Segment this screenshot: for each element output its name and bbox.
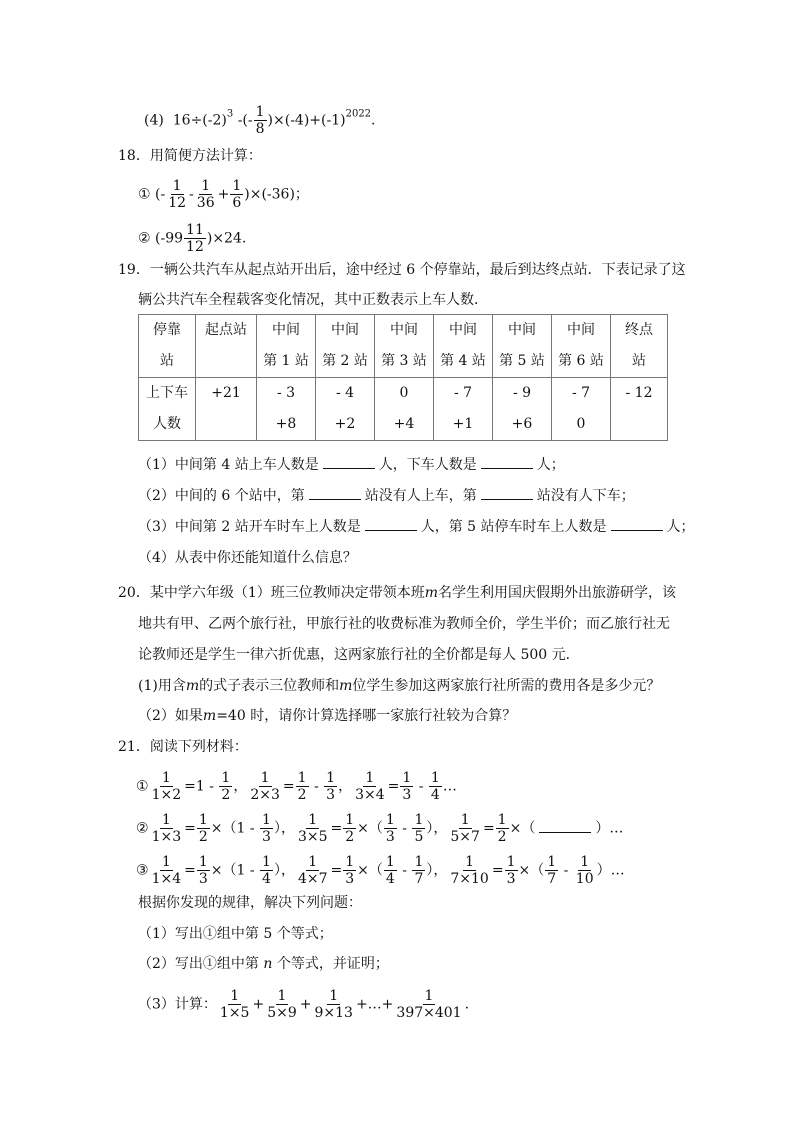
denominator: 2×3 xyxy=(250,787,280,803)
denominator: 6 xyxy=(232,195,242,211)
table-cell: 第 4 站 xyxy=(440,353,486,369)
numerator: 1 xyxy=(385,854,395,870)
table-cell: 站 xyxy=(160,353,174,369)
fraction xyxy=(429,770,442,803)
fraction xyxy=(260,812,273,845)
denominator: 4 xyxy=(430,787,440,803)
numerator: 1 xyxy=(497,812,507,828)
q18-part2 xyxy=(138,222,246,255)
table-cell: +8 xyxy=(275,416,297,432)
denominator: 397×401 xyxy=(396,1005,462,1021)
q20-line1 xyxy=(118,583,676,603)
denominator: 3 xyxy=(326,787,336,803)
fraction xyxy=(184,222,206,255)
variable: m xyxy=(424,585,439,601)
table-cell: - 9 xyxy=(512,385,532,401)
q19-sub1 xyxy=(138,454,565,475)
numerator: 1 xyxy=(547,854,557,870)
fraction xyxy=(496,812,509,845)
denominator: 8 xyxy=(255,121,265,137)
fraction xyxy=(384,812,397,845)
numerator: 1 xyxy=(198,812,208,828)
numerator: 1 xyxy=(308,854,318,870)
fraction xyxy=(230,178,243,211)
q19-sub3 xyxy=(138,516,695,537)
q20-line3: 论教师还是学生一律六折优惠，这两家旅行社的全价都是每人 500 元． xyxy=(138,647,580,663)
expr-part: =1 - xyxy=(184,778,219,795)
ellipsis: … xyxy=(610,862,625,879)
denominator: 10 xyxy=(575,871,594,887)
numerator: 1 xyxy=(308,812,318,828)
q17-4-line xyxy=(144,104,376,137)
question-text: （2）写出①组中第 xyxy=(138,956,259,972)
denominator: 5×7 xyxy=(450,829,480,845)
numerator: 1 xyxy=(414,854,424,870)
fraction xyxy=(197,812,210,845)
numerator: 1 xyxy=(506,854,516,870)
table-cell: 第 1 站 xyxy=(263,353,309,369)
denominator: 7×10 xyxy=(450,871,489,887)
numerator: 1 xyxy=(255,104,265,120)
q21-intro: 根据你发现的规律，解决下列问题： xyxy=(138,895,362,911)
numerator: 1 xyxy=(385,812,395,828)
denominator: 7 xyxy=(414,871,424,887)
table-cell: +21 xyxy=(211,385,241,401)
question-text: 站没有人下车； xyxy=(536,488,635,504)
q18-part1 xyxy=(138,178,309,211)
q20-line2: 地共有甲、乙两个旅行社，甲旅行社的收费标准为教师全价，学生半价；而乙旅行社无 xyxy=(138,616,670,632)
expr-part: -(- xyxy=(237,112,253,129)
q20-sub1 xyxy=(138,676,660,696)
q19-sub2 xyxy=(138,485,635,506)
question-text: （3）计算： xyxy=(138,996,217,1013)
circled-number: ② xyxy=(138,230,151,247)
q21-group1: ① $\frac{1}{1\times 2}$ =1 - $\frac{1}{2}$ ， $\frac{1}{2\times 3}$ = $\frac{1}{2}$ - $\frac{1}{3}$ ， $\frac{1}{3\times 4}$ = $\frac{1}{3}$ - $\frac{1}{4}$ … xyxy=(136,770,457,803)
period: . xyxy=(371,112,376,129)
numerator: 1 xyxy=(430,770,440,786)
table-cell: 人数 xyxy=(153,416,181,432)
question-text: （2）中间的 6 个站中，第 xyxy=(138,488,305,504)
circled-number: ③ xyxy=(136,862,149,879)
expr-part: )×(-36)； xyxy=(244,186,309,203)
fraction xyxy=(343,854,356,887)
fraction xyxy=(343,812,356,845)
fraction xyxy=(312,988,354,1021)
q19-line2: 辆公共汽车全程载客变化情况，其中正数表示上车人数． xyxy=(138,292,488,308)
table-cell: - 4 xyxy=(335,385,355,401)
table-cell: 中间 xyxy=(567,322,595,338)
question-text: （1）中间第 4 站上车人数是 xyxy=(138,457,319,473)
question-text: （2）如果 xyxy=(138,708,203,724)
q21-group2: ② $\frac{1}{1\times 3}$ = $\frac{1}{2}$ ×（1 - $\frac{1}{3}$ ）， $\frac{1}{3\times 5}$ = $\frac{1}{2}$ ×（ $\frac{1}{3}$ - $\frac{1}{5}$ ）， $\frac{1}{5\times 7}$ = $\frac{1}{2}$ ×（ ）… xyxy=(136,812,624,845)
denominator: 5 xyxy=(414,829,424,845)
numerator: 1 xyxy=(424,988,434,1004)
variable: m xyxy=(339,678,353,694)
table-cell: 上下车 xyxy=(146,385,188,401)
table-row xyxy=(139,378,668,441)
variable: n xyxy=(263,956,273,972)
fraction xyxy=(574,854,596,887)
numerator: 1 xyxy=(580,854,590,870)
fraction xyxy=(353,770,387,803)
denominator: 4×7 xyxy=(297,871,328,887)
passenger-table xyxy=(138,314,668,441)
denominator: 4 xyxy=(385,871,395,887)
expr-part: （1 - xyxy=(222,862,260,879)
table-cell: - 3 xyxy=(276,385,296,401)
denominator: 1×2 xyxy=(151,787,182,803)
numerator: 1 xyxy=(345,812,355,828)
table-cell: 0 xyxy=(399,385,409,401)
ellipsis: … xyxy=(442,778,457,795)
numerator: 1 xyxy=(161,770,171,786)
variable: m xyxy=(185,678,200,694)
q21-sub3 xyxy=(138,988,469,1021)
fraction xyxy=(296,854,330,887)
numerator: 11 xyxy=(186,222,204,238)
table-cell: +1 xyxy=(452,416,474,432)
table-cell: 中间 xyxy=(390,322,418,338)
numerator: 1 xyxy=(414,812,424,828)
table-cell: +4 xyxy=(393,416,415,432)
numerator: 1 xyxy=(465,854,475,870)
fraction xyxy=(150,812,184,845)
table-cell: 停靠 xyxy=(153,322,181,338)
table-cell: 终点 xyxy=(625,322,653,338)
q19-sub4: （4）从表中你还能知道什么信息？ xyxy=(138,550,357,566)
operator: - xyxy=(189,186,194,203)
fraction xyxy=(197,854,210,887)
fraction xyxy=(150,854,184,887)
table-cell: +2 xyxy=(334,416,356,432)
denominator: 3 xyxy=(262,829,271,845)
question-text: 人； xyxy=(536,457,565,473)
fraction xyxy=(254,104,267,137)
denominator: 1×4 xyxy=(151,871,182,887)
question-text: 人，下车人数是 xyxy=(378,457,477,473)
ellipsis: … xyxy=(609,820,624,837)
denominator: 36 xyxy=(196,195,215,211)
fraction xyxy=(394,988,463,1021)
denominator: 5×9 xyxy=(267,1005,297,1021)
fraction xyxy=(166,178,188,211)
q21-sub1: （1）写出①组中第 5 个等式； xyxy=(138,926,333,942)
table-cell: - 7 xyxy=(453,385,473,401)
question-text: 人； xyxy=(666,519,695,535)
expr-part: (- xyxy=(155,186,166,203)
numerator: 1 xyxy=(198,854,208,870)
denominator: 3 xyxy=(345,871,355,887)
fraction xyxy=(412,854,425,887)
fraction xyxy=(248,770,282,803)
q21-sub2 xyxy=(138,954,389,974)
circled-number: ① xyxy=(136,778,149,795)
question-text: 人，第 5 站停车时车上人数是 xyxy=(420,519,607,535)
question-text: 位学生参加这两家旅行社所需的费用各是多少元？ xyxy=(352,678,661,694)
table-header-row xyxy=(139,315,668,378)
fraction xyxy=(150,770,184,803)
answer-blank[interactable] xyxy=(481,454,533,469)
numerator: 1 xyxy=(161,854,171,870)
question-text: 名学生利用国庆假期外出旅游研学，该 xyxy=(438,585,677,601)
denominator: 3×5 xyxy=(297,829,328,845)
q17-4-label: (4) xyxy=(144,112,164,129)
fraction xyxy=(448,812,482,845)
question-text: =40 时，请你计算选择哪一家旅行社较为合算？ xyxy=(216,708,517,724)
q21-title: 21．阅读下列材料： xyxy=(118,739,248,755)
q19-line1: 19．一辆公共汽车从起点站开出后，途中经过 6 个停靠站，最后到达终点站．下表记录了这 xyxy=(118,262,686,278)
answer-blank[interactable] xyxy=(323,454,375,469)
question-text: 的式子表示三位教师和 xyxy=(199,678,340,694)
numerator: 1 xyxy=(297,770,307,786)
denominator: 7 xyxy=(547,871,557,887)
fraction xyxy=(296,770,309,803)
numerator: 1 xyxy=(232,178,242,194)
exponent: 2022 xyxy=(345,108,372,120)
operator: + xyxy=(299,996,312,1013)
table-cell: 第 5 站 xyxy=(499,353,545,369)
answer-blank[interactable] xyxy=(611,516,663,531)
numerator: 1 xyxy=(277,988,287,1004)
denominator: 3 xyxy=(402,787,412,803)
table-cell: 中间 xyxy=(272,322,300,338)
question-text: 个等式，并证明； xyxy=(276,956,389,972)
numerator: 1 xyxy=(260,770,270,786)
numerator: 1 xyxy=(460,812,470,828)
denominator: 2 xyxy=(297,787,307,803)
fraction xyxy=(219,770,232,803)
fraction xyxy=(265,988,299,1021)
q21-group3: ③ $\frac{1}{1\times 4}$ = $\frac{1}{3}$ ×（1 - $\frac{1}{4}$ ）， $\frac{1}{4\times 7}$ = $\frac{1}{3}$ ×（ $\frac{1}{4}$ - $\frac{1}{7}$ ）， $\frac{1}{7\times 10}$ = $\frac{1}{3}$ ×（ $\frac{1}{7}$ - $\frac{1}{10}$ ）… xyxy=(136,854,625,887)
exponent: 3 xyxy=(226,108,234,120)
numerator: 1 xyxy=(221,770,231,786)
operator: + xyxy=(217,186,230,203)
fraction xyxy=(448,854,490,887)
denominator: 2 xyxy=(497,829,507,845)
table-cell: 第 2 站 xyxy=(322,353,368,369)
fraction xyxy=(218,988,252,1021)
table-cell: +6 xyxy=(511,416,533,432)
fraction xyxy=(260,854,273,887)
fraction xyxy=(412,812,425,845)
denominator: 12 xyxy=(168,195,187,211)
table-cell: - 12 xyxy=(625,385,653,401)
table-cell: 中间 xyxy=(508,322,536,338)
fraction xyxy=(384,854,397,887)
denominator: 9×13 xyxy=(314,1005,353,1021)
fraction xyxy=(195,178,217,211)
answer-blank[interactable] xyxy=(309,485,361,500)
numerator: 1 xyxy=(402,770,412,786)
question-text: 站没有人上车，第 xyxy=(364,488,477,504)
table-cell: 中间 xyxy=(331,322,359,338)
table-cell: - 7 xyxy=(571,385,591,401)
q18-title: 18．用简便方法计算： xyxy=(118,148,262,164)
table-cell: 起点站 xyxy=(205,322,247,338)
table-cell: 0 xyxy=(576,416,586,432)
operator: + xyxy=(252,996,265,1013)
fraction xyxy=(296,812,330,845)
fraction xyxy=(400,770,413,803)
operator: +…+ xyxy=(355,996,394,1013)
question-text: (1)用含 xyxy=(138,678,186,694)
numerator: 1 xyxy=(345,854,355,870)
expr-part: （1 - xyxy=(222,820,260,837)
denominator: 4 xyxy=(262,871,271,887)
fraction xyxy=(324,770,337,803)
circled-number: ① xyxy=(138,186,151,203)
answer-blank[interactable] xyxy=(539,818,591,833)
expr-part: )×(-4)+(-1) xyxy=(267,112,346,129)
answer-blank[interactable] xyxy=(365,516,417,531)
answer-blank[interactable] xyxy=(481,485,533,500)
denominator: 3 xyxy=(198,871,208,887)
variable: m xyxy=(202,708,217,724)
table-cell: 第 3 站 xyxy=(381,353,427,369)
numerator: 1 xyxy=(201,178,211,194)
table-cell: 第 6 站 xyxy=(558,353,604,369)
numerator: 1 xyxy=(262,854,271,870)
numerator: 1 xyxy=(172,178,182,194)
period: . xyxy=(464,996,470,1013)
expr-part: )×24. xyxy=(206,230,247,247)
circled-number: ② xyxy=(136,820,149,837)
numerator: 1 xyxy=(262,812,271,828)
expr-part: 16÷(-2) xyxy=(172,112,227,129)
fraction xyxy=(505,854,518,887)
table-cell: 中间 xyxy=(449,322,477,338)
denominator: 2 xyxy=(345,829,355,845)
denominator: 3 xyxy=(385,829,395,845)
question-text: （3）中间第 2 站开车时车上人数是 xyxy=(138,519,361,535)
numerator: 1 xyxy=(365,770,375,786)
fraction xyxy=(545,854,558,887)
numerator: 1 xyxy=(161,812,171,828)
numerator: 1 xyxy=(326,770,336,786)
numerator: 1 xyxy=(329,988,339,1004)
denominator: 3×4 xyxy=(355,787,385,803)
denominator: 3 xyxy=(506,871,516,887)
denominator: 1×3 xyxy=(151,829,182,845)
denominator: 2 xyxy=(198,829,208,845)
table-cell: 站 xyxy=(632,353,646,369)
expr-part: (-99 xyxy=(155,230,184,247)
question-text: 20．某中学六年级（1）班三位教师决定带领本班 xyxy=(118,585,425,601)
q20-sub2 xyxy=(138,706,516,726)
numerator: 1 xyxy=(230,988,240,1004)
denominator: 12 xyxy=(186,239,204,255)
denominator: 1×5 xyxy=(219,1005,250,1021)
denominator: 2 xyxy=(221,787,231,803)
